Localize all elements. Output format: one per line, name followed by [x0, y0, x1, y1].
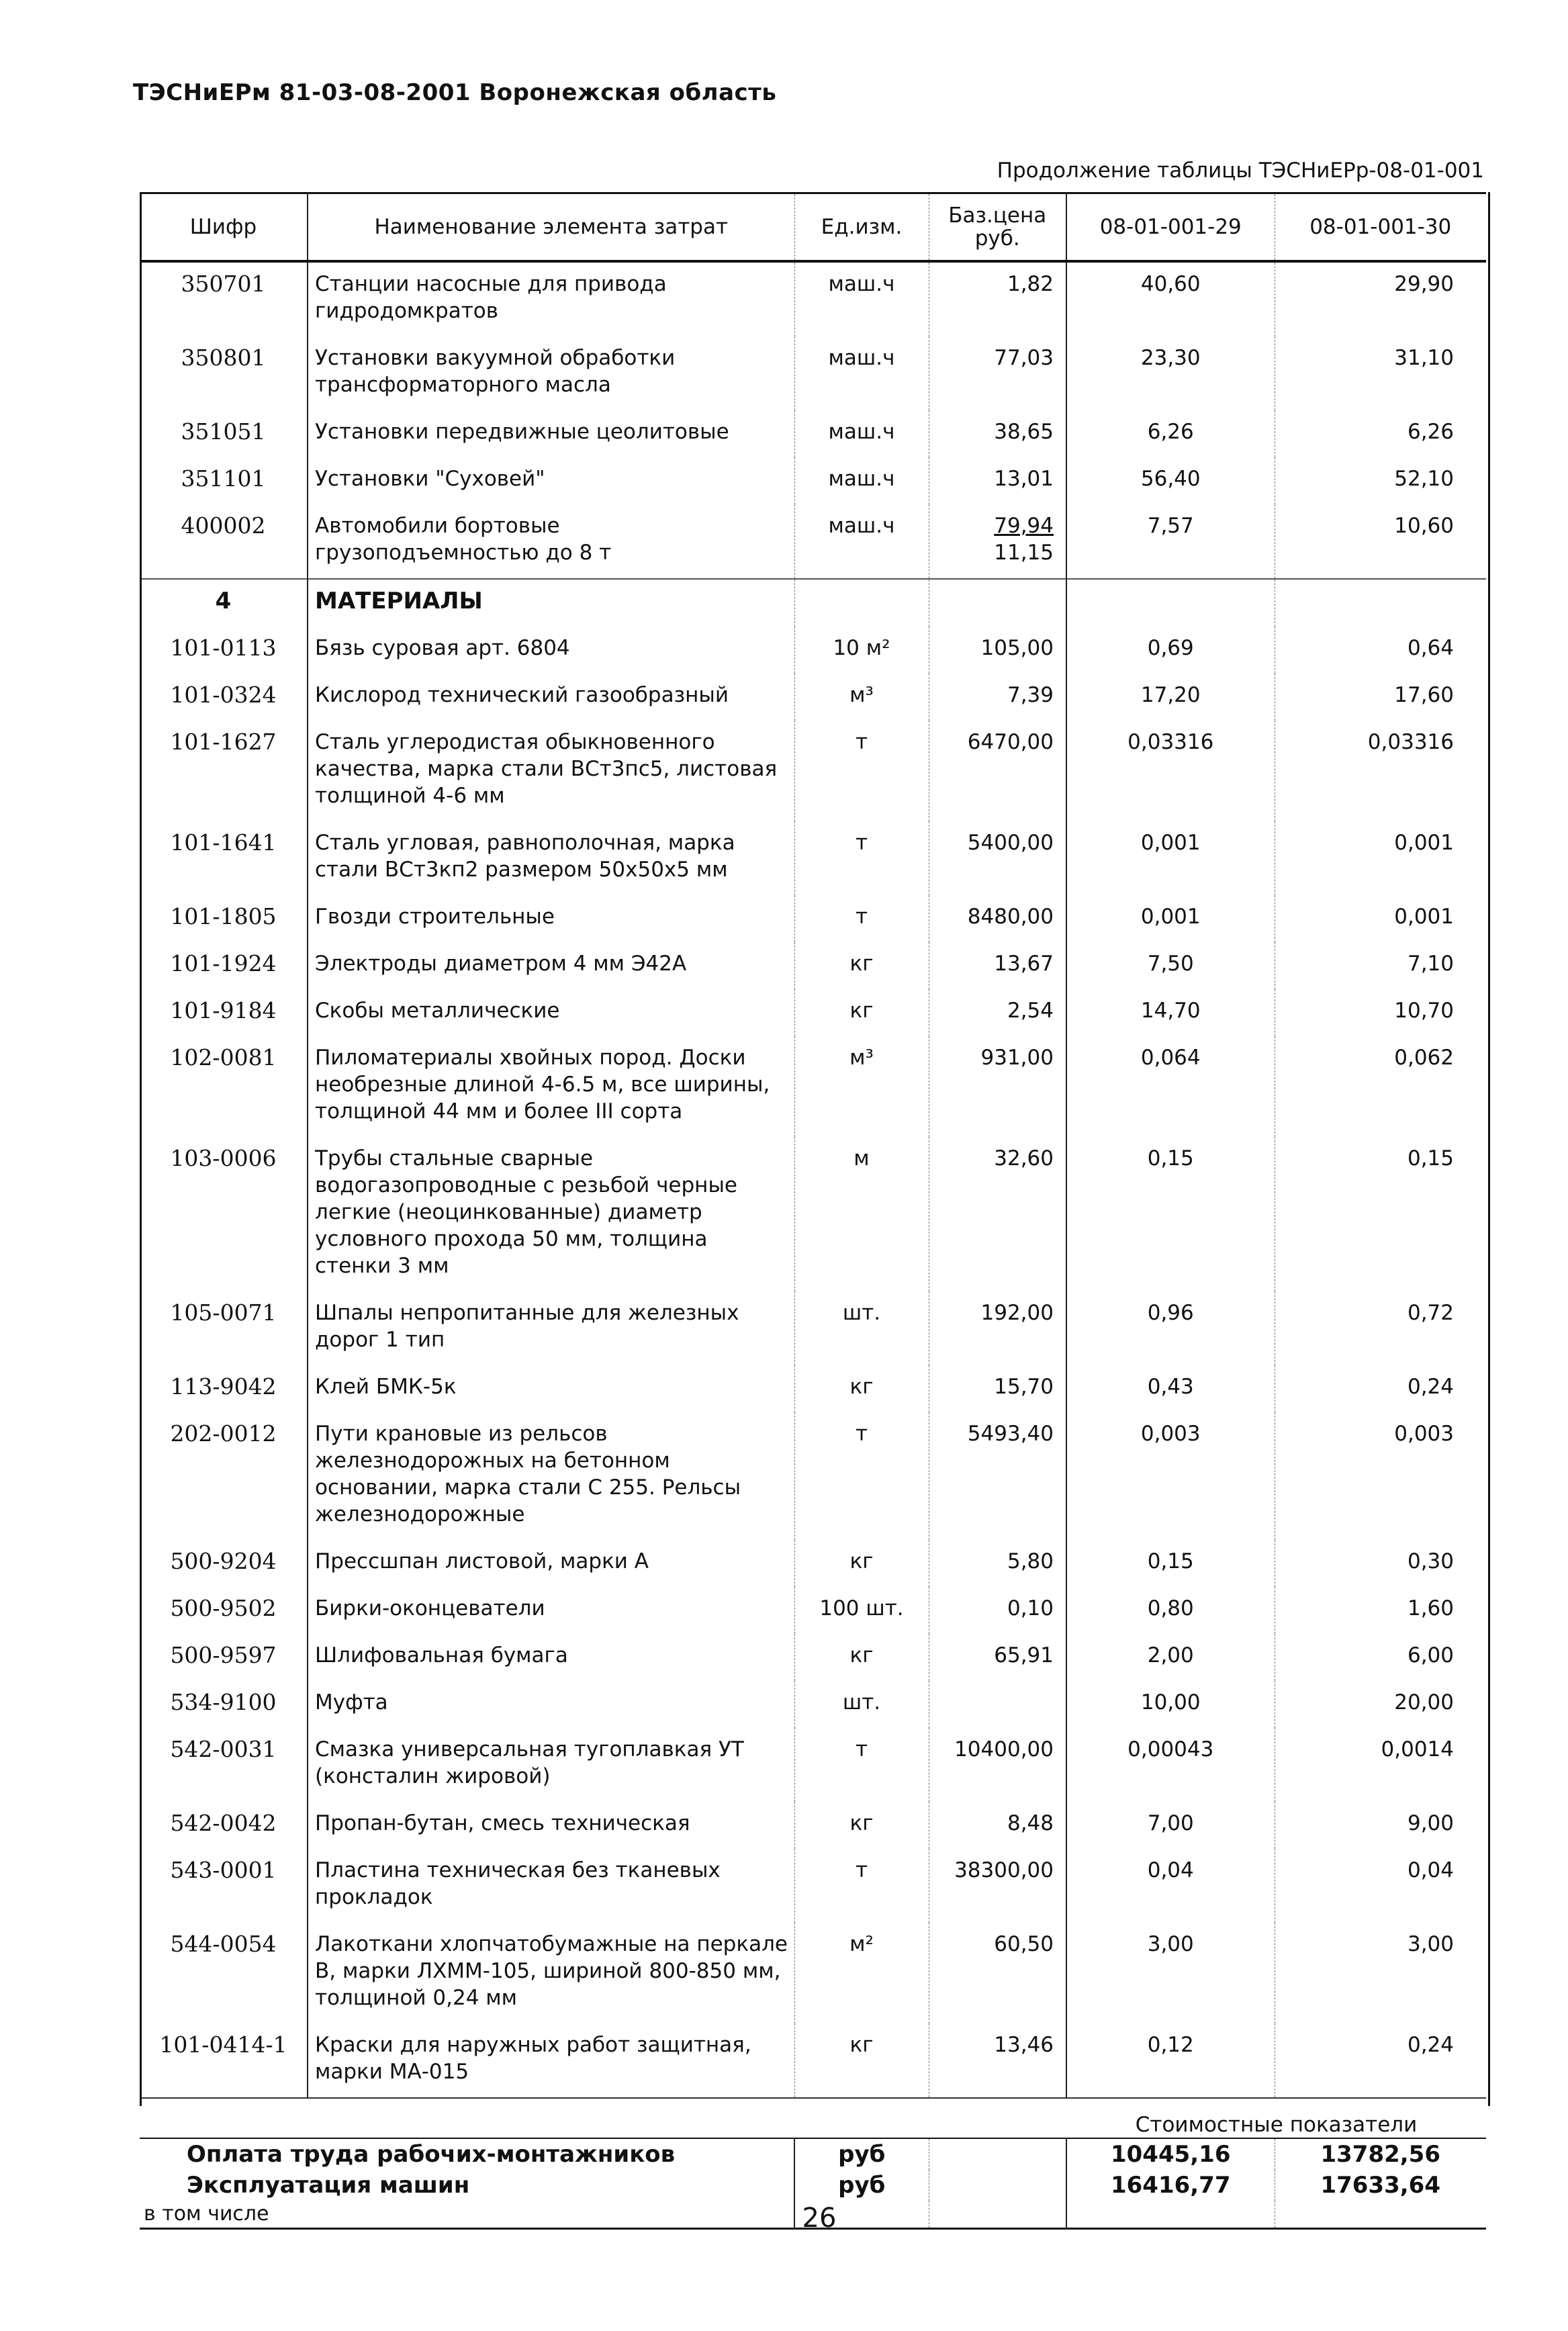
- row-unit: шт.: [794, 1681, 929, 1728]
- row-base-price: 7,39: [929, 674, 1066, 721]
- table-row: [140, 895, 1486, 942]
- row-value-30: 10,60: [1275, 504, 1486, 579]
- row-unit: кг: [794, 1802, 929, 1849]
- row-unit: маш.ч: [794, 410, 929, 457]
- rates-table: [140, 192, 1486, 2230]
- row-name: Пути крановые из рельсов железнодорожных на бетонном основании, марка стали С 255. Рельсы железнодорожные: [308, 1412, 794, 1540]
- row-unit: кг: [794, 942, 929, 989]
- machine-rows: [140, 261, 1486, 579]
- row-value-30: 0,001: [1275, 821, 1486, 895]
- row-code: 500-9502: [170, 1595, 277, 1621]
- row-code: 350801: [181, 345, 266, 371]
- row-code: 542-0042: [170, 1810, 277, 1836]
- row-base-price: 931,00: [929, 1036, 1066, 1137]
- row-code: 350701: [181, 271, 266, 297]
- row-code: 101-0414-1: [159, 2031, 287, 2058]
- table-row: [140, 627, 1486, 674]
- table-row: [140, 1036, 1486, 1137]
- row-unit: кг: [794, 2023, 929, 2098]
- row-name: Шпалы непропитанные для железных дорог 1 тип: [308, 1291, 794, 1365]
- row-base-price-part: 11,15: [994, 541, 1054, 565]
- row-code: 351101: [181, 465, 266, 492]
- summary-label: Оплата труда рабочих-монтажников: [187, 2141, 676, 2168]
- row-name: Электроды диаметром 4 мм Э42А: [308, 942, 794, 989]
- row-base-price: 15,70: [929, 1365, 1066, 1412]
- section-number: 4: [140, 579, 308, 627]
- section-title: МАТЕРИАЛЫ: [308, 579, 794, 627]
- table-row: [140, 336, 1486, 410]
- row-value-30: 3,00: [1275, 1923, 1486, 2023]
- row-code: 542-0031: [170, 1736, 277, 1762]
- row-value-30: 52,10: [1275, 457, 1486, 504]
- summary-row-labor: [140, 2138, 1486, 2170]
- row-base-price: 13,67: [929, 942, 1066, 989]
- row-value-30: 0,24: [1275, 1365, 1486, 1412]
- row-name: Скобы металлические: [308, 989, 794, 1036]
- section-header-row: [140, 579, 1486, 627]
- row-value-30: 0,24: [1275, 2023, 1486, 2098]
- row-value-30: 0,72: [1275, 1291, 1486, 1365]
- row-value-29: 0,003: [1066, 1412, 1275, 1540]
- row-code: 202-0012: [170, 1420, 277, 1447]
- row-value-30: 10,70: [1275, 989, 1486, 1036]
- row-name: Установки передвижные цеолитовые: [308, 410, 794, 457]
- row-name: Смазка универсальная тугоплавкая УТ (консталин жировой): [308, 1728, 794, 1802]
- row-base-price: 1,82: [929, 261, 1066, 336]
- summary-unit: руб: [794, 2138, 929, 2170]
- row-unit: м²: [794, 1923, 929, 2023]
- summary-row-machines: [140, 2170, 1486, 2201]
- row-value-30: 7,10: [1275, 942, 1486, 989]
- row-name: Сталь угловая, равнополочная, марка стали ВСт3кп2 размером 50х50х5 мм: [308, 821, 794, 895]
- row-name: Сталь углеродистая обыкновенного качества, марка стали ВСт3пс5, листовая толщиной 4-6 мм: [308, 721, 794, 821]
- row-base-price: 5493,40: [929, 1412, 1066, 1540]
- row-name: Кислород технический газообразный: [308, 674, 794, 721]
- row-value-29: 0,001: [1066, 895, 1275, 942]
- row-name: Пропан-бутан, смесь техническая: [308, 1802, 794, 1849]
- row-value-30: 0,003: [1275, 1412, 1486, 1540]
- summary-value-29: 10445,16: [1066, 2138, 1275, 2170]
- col-header-08-01-001-30: 08-01-001-30: [1275, 193, 1486, 262]
- row-value-29: 0,00043: [1066, 1728, 1275, 1802]
- row-unit: м: [794, 1137, 929, 1291]
- row-value-29: 0,001: [1066, 821, 1275, 895]
- row-base-price: 192,00: [929, 1291, 1066, 1365]
- row-value-29: 17,20: [1066, 674, 1275, 721]
- table-row: [140, 457, 1486, 504]
- summary-label: Эксплуатация машин: [187, 2172, 470, 2199]
- row-code: 103-0006: [170, 1145, 277, 1171]
- row-name: Клей БМК-5к: [308, 1365, 794, 1412]
- row-code: 101-1924: [170, 950, 277, 976]
- row-base-price: 60,50: [929, 1923, 1066, 2023]
- row-base-price: 5,80: [929, 1540, 1066, 1587]
- row-base-price: 10400,00: [929, 1728, 1066, 1802]
- row-base-price: 32,60: [929, 1137, 1066, 1291]
- table-row: [140, 989, 1486, 1036]
- row-value-30: 20,00: [1275, 1681, 1486, 1728]
- row-value-29: 0,04: [1066, 1849, 1275, 1923]
- table-row: [140, 1634, 1486, 1681]
- row-code: 101-1805: [170, 903, 277, 929]
- row-value-30: 1,60: [1275, 1587, 1486, 1634]
- row-base-price: 2,54: [929, 989, 1066, 1036]
- cost-caption: Стоимостные показатели: [1066, 2098, 1486, 2138]
- row-code: 101-9184: [170, 997, 277, 1023]
- row-unit: маш.ч: [794, 336, 929, 410]
- table-header-row: [140, 193, 1486, 262]
- row-unit: кг: [794, 1365, 929, 1412]
- row-name: Автомобили бортовые грузоподъемностью до 8 т: [308, 504, 794, 579]
- summary-unit: руб: [794, 2170, 929, 2201]
- row-value-30: 0,04: [1275, 1849, 1486, 1923]
- row-code: 101-0324: [170, 682, 277, 708]
- row-name: Установки вакуумной обработки трансформаторного масла: [308, 336, 794, 410]
- col-header-unit: Ед.изм.: [794, 193, 929, 262]
- table-row: [140, 821, 1486, 895]
- row-base-price: 8480,00: [929, 895, 1066, 942]
- row-code: 105-0071: [170, 1299, 277, 1326]
- row-base-price: 77,03: [929, 336, 1066, 410]
- row-unit: т: [794, 821, 929, 895]
- table-row: [140, 2023, 1486, 2098]
- table-row: [140, 674, 1486, 721]
- row-value-30: 0,30: [1275, 1540, 1486, 1587]
- row-value-30: 0,15: [1275, 1137, 1486, 1291]
- summary-value-30: 17633,64: [1275, 2170, 1486, 2201]
- row-value-29: 23,30: [1066, 336, 1275, 410]
- row-code: 400002: [181, 512, 266, 539]
- col-header-price: Баз.цена руб.: [929, 193, 1066, 262]
- table-row: [140, 942, 1486, 989]
- row-name: Муфта: [308, 1681, 794, 1728]
- row-value-30: 17,60: [1275, 674, 1486, 721]
- row-unit: т: [794, 1728, 929, 1802]
- row-base-price: 13,01: [929, 457, 1066, 504]
- row-unit: т: [794, 895, 929, 942]
- row-unit: м³: [794, 1036, 929, 1137]
- row-value-29: 0,12: [1066, 2023, 1275, 2098]
- row-base-price: 0,10: [929, 1587, 1066, 1634]
- row-name: Гвозди строительные: [308, 895, 794, 942]
- row-code: 500-9204: [170, 1548, 277, 1574]
- row-base-price: 6470,00: [929, 721, 1066, 821]
- row-value-29: 7,00: [1066, 1802, 1275, 1849]
- row-value-30: 31,10: [1275, 336, 1486, 410]
- table-continuation-caption: Продолжение таблицы ТЭСНиЕРр-08-01-001: [997, 158, 1484, 183]
- row-value-29: 3,00: [1066, 1923, 1275, 2023]
- row-name: Трубы стальные сварные водогазопроводные с резьбой черные легкие (неоцинкованные) диаметр условного прохода 50 мм, толщина стенки 3 мм: [308, 1137, 794, 1291]
- row-unit: т: [794, 721, 929, 821]
- row-code: 101-0113: [170, 635, 277, 661]
- table-row: [140, 1802, 1486, 1849]
- row-value-30: 6,26: [1275, 410, 1486, 457]
- row-code: 101-1641: [170, 829, 277, 856]
- row-code: 101-1627: [170, 729, 277, 755]
- row-base-price: 65,91: [929, 1634, 1066, 1681]
- table-row: [140, 1849, 1486, 1923]
- row-value-29: 0,064: [1066, 1036, 1275, 1137]
- row-name: Станции насосные для привода гидродомкратов: [308, 261, 794, 336]
- cost-caption-row: [140, 2098, 1486, 2138]
- document-header: ТЭСНиЕРм 81-03-08-2001 Воронежская область: [133, 79, 777, 106]
- row-name: Бязь суровая арт. 6804: [308, 627, 794, 674]
- row-base-price: 13,46: [929, 2023, 1066, 2098]
- row-code: 351051: [181, 418, 266, 445]
- row-name: Прессшпан листовой, марки А: [308, 1540, 794, 1587]
- row-name: Шлифовальная бумага: [308, 1634, 794, 1681]
- row-value-29: 2,00: [1066, 1634, 1275, 1681]
- row-name: Краски для наружных работ защитная, марки МА-015: [308, 2023, 794, 2098]
- row-value-29: 10,00: [1066, 1681, 1275, 1728]
- row-value-29: 0,69: [1066, 627, 1275, 674]
- row-value-29: 6,26: [1066, 410, 1275, 457]
- row-value-29: 7,50: [1066, 942, 1275, 989]
- material-rows: [140, 627, 1486, 2098]
- row-value-29: 0,15: [1066, 1540, 1275, 1587]
- table-row: [140, 261, 1486, 336]
- row-value-30: 0,062: [1275, 1036, 1486, 1137]
- row-unit: кг: [794, 1540, 929, 1587]
- row-value-29: 0,15: [1066, 1137, 1275, 1291]
- row-value-30: 0,64: [1275, 627, 1486, 674]
- materials-section: [140, 579, 1486, 627]
- row-name: Пиломатериалы хвойных пород. Доски необрезные длиной 4-6.5 м, все ширины, толщиной 44 мм и более III сорта: [308, 1036, 794, 1137]
- table-row: [140, 1137, 1486, 1291]
- row-code: 543-0001: [170, 1857, 277, 1883]
- summary-note: в том числе: [140, 2201, 794, 2229]
- row-base-price: 105,00: [929, 627, 1066, 674]
- table-row: [140, 1412, 1486, 1540]
- row-name: Лакоткани хлопчатобумажные на перкале В, марки ЛХММ-105, шириной 800-850 мм, толщиной 0,24 мм: [308, 1923, 794, 2023]
- row-value-30: 6,00: [1275, 1634, 1486, 1681]
- row-base-price: 5400,00: [929, 821, 1066, 895]
- row-value-30: 29,90: [1275, 261, 1486, 336]
- row-unit: маш.ч: [794, 457, 929, 504]
- row-base-price-part: 79,94: [994, 514, 1054, 538]
- col-header-08-01-001-29: 08-01-001-29: [1066, 193, 1275, 262]
- row-value-29: 56,40: [1066, 457, 1275, 504]
- row-value-30: 0,001: [1275, 895, 1486, 942]
- row-unit: т: [794, 1849, 929, 1923]
- page-number: 26: [802, 2203, 837, 2234]
- table-row: [140, 1587, 1486, 1634]
- row-code: 500-9597: [170, 1642, 277, 1668]
- row-unit: т: [794, 1412, 929, 1540]
- row-code: 534-9100: [170, 1689, 277, 1715]
- row-code: 102-0081: [170, 1044, 277, 1070]
- row-base-price: 8,48: [929, 1802, 1066, 1849]
- row-code: 113-9042: [170, 1373, 277, 1400]
- table-row: [140, 410, 1486, 457]
- row-base-price: 38300,00: [929, 1849, 1066, 1923]
- row-value-29: 40,60: [1066, 261, 1275, 336]
- row-value-29: 0,43: [1066, 1365, 1275, 1412]
- row-value-29: 7,57: [1066, 504, 1275, 579]
- row-value-30: 9,00: [1275, 1802, 1486, 1849]
- row-name: Установки "Суховей": [308, 457, 794, 504]
- row-name: Бирки-оконцеватели: [308, 1587, 794, 1634]
- row-name: Пластина техническая без тканевых прокладок: [308, 1849, 794, 1923]
- row-unit: кг: [794, 1634, 929, 1681]
- table-row: [140, 1728, 1486, 1802]
- summary-value-30: 13782,56: [1275, 2138, 1486, 2170]
- row-base-price: 38,65: [929, 410, 1066, 457]
- table-row: [140, 1923, 1486, 2023]
- row-base-price: [929, 504, 1066, 579]
- table-row: [140, 1365, 1486, 1412]
- row-unit: маш.ч: [794, 261, 929, 336]
- row-base-price: [929, 1681, 1066, 1728]
- row-unit: 10 м²: [794, 627, 929, 674]
- row-unit: 100 шт.: [794, 1587, 929, 1634]
- table-row: [140, 1291, 1486, 1365]
- row-value-29: 0,03316: [1066, 721, 1275, 821]
- row-value-30: 0,03316: [1275, 721, 1486, 821]
- row-unit: маш.ч: [794, 504, 929, 579]
- table-row: [140, 721, 1486, 821]
- table-row: [140, 1540, 1486, 1587]
- row-value-29: 0,96: [1066, 1291, 1275, 1365]
- row-code: 544-0054: [170, 1931, 277, 1957]
- row-unit: м³: [794, 674, 929, 721]
- row-value-29: 14,70: [1066, 989, 1275, 1036]
- row-unit: кг: [794, 989, 929, 1036]
- col-header-code: Шифр: [140, 193, 308, 262]
- summary-value-29: 16416,77: [1066, 2170, 1275, 2201]
- table-row: [140, 1681, 1486, 1728]
- row-unit: шт.: [794, 1291, 929, 1365]
- row-value-30: 0,0014: [1275, 1728, 1486, 1802]
- row-value-29: 0,80: [1066, 1587, 1275, 1634]
- table-row: [140, 504, 1486, 579]
- col-header-name: Наименование элемента затрат: [308, 193, 794, 262]
